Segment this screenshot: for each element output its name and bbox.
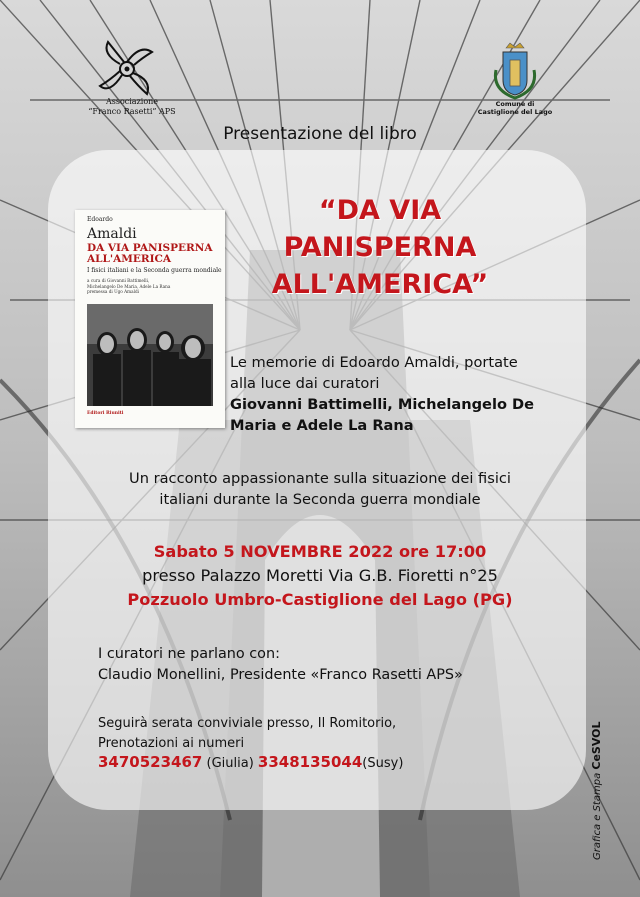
phone-number-giulia[interactable]: 3470523467 — [98, 753, 203, 771]
event-details — [60, 540, 580, 612]
curators-line2 — [230, 415, 550, 436]
discussion-line2: Claudio Monellini, Presidente «Franco Rasetti APS» — [98, 667, 463, 683]
association-logo — [92, 38, 162, 100]
event-datetime: Sabato 5 NOVEMBRE 2022 ore 17:00 — [153, 542, 487, 561]
cover-publisher: Editori Riuniti — [87, 411, 124, 416]
event-place: Pozzuolo Umbro-Castiglione del Lago (PG) — [127, 590, 513, 609]
municipality-name — [470, 100, 560, 116]
book-title-line1: “DA VIA — [318, 195, 442, 226]
association-name-line1: Associazione — [105, 97, 159, 106]
description-line1: Un racconto appassionante sulla situazione dei fisici — [129, 470, 511, 487]
dinner-paragraph — [98, 714, 558, 754]
phone-number-susy[interactable]: 3348135044 — [257, 753, 363, 771]
association-name — [82, 97, 182, 117]
book-cover-image — [75, 210, 225, 428]
presentation-subtitle: Presentazione del libro — [223, 124, 417, 144]
cover-author-last: Amaldi — [87, 226, 137, 242]
cover-title-line1: DA VIA PANISPERNA — [87, 242, 213, 254]
book-title-line3: ALL'AMERICA” — [271, 269, 489, 300]
cover-title — [87, 243, 223, 265]
dinner-line2: Prenotazioni ai numeri — [98, 736, 245, 751]
curators-names-2: Maria e Adele La Rana — [230, 417, 414, 434]
cover-author-first: Edoardo — [87, 216, 113, 223]
event-venue: presso Palazzo Moretti Via G.B. Fioretti n°25 — [142, 566, 498, 585]
discussion-paragraph — [98, 644, 558, 686]
print-credit — [590, 721, 603, 860]
description-paragraph — [60, 468, 580, 510]
print-credit-brand: CeSVOL — [590, 721, 603, 770]
cover-subtitle: I fisici italiani e la Seconda guerra mondiale — [87, 267, 222, 274]
intro-line2: alla luce dai curatori — [230, 375, 380, 392]
municipality-crest — [488, 40, 542, 102]
book-title — [250, 192, 510, 303]
discussion-line1: I curatori ne parlano con: — [98, 646, 280, 662]
municipality-name-line2: Castiglione del Lago — [477, 108, 553, 116]
cover-photo — [87, 304, 213, 406]
curators-line1 — [230, 394, 550, 415]
municipality-name-line1: Comune di — [495, 100, 535, 108]
contact-name-susy: (Susy) — [362, 756, 404, 771]
description-line2: italiani durante la Seconda guerra mondiale — [159, 491, 481, 508]
contact-name-giulia: (Giulia) — [206, 756, 254, 771]
association-name-line2: “Franco Rasetti” APS — [88, 107, 176, 116]
cover-title-line2: ALL'AMERICA — [87, 253, 172, 265]
intro-line1: Le memorie di Edoardo Amaldi, portate — [230, 354, 518, 371]
intro-paragraph — [230, 352, 550, 436]
dinner-line1: Seguirà serata conviviale presso, Il Romitorio, — [98, 716, 397, 731]
book-title-line2: PANISPERNA — [283, 232, 477, 263]
cover-credits: a cura di Giovanni Battimelli, Michelangelo De Maria, Adele La Rana premessa di Ugo Amaldi — [87, 278, 171, 294]
contacts-row — [98, 753, 403, 771]
print-credit-text: Grafica e Stampa — [592, 772, 603, 860]
curators-names-1: Giovanni Battimelli, Michelangelo De — [230, 396, 535, 413]
